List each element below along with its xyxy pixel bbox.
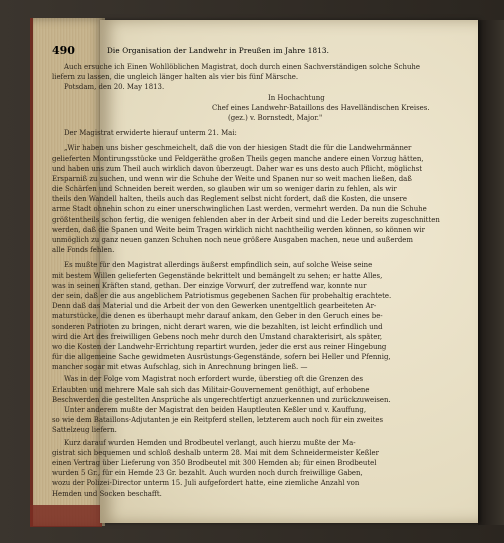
body-line: was in seinen Kräften stand, gethan. Der einzige Vorwurf, der zutreffend war, konnte nur bbox=[52, 281, 367, 290]
signature-greeting: In Hochachtung bbox=[268, 93, 325, 102]
quote-line: werden, daß die Spanen und Weite beim Tragen wirklich nicht nachtheilig werden können, so können wir bbox=[52, 225, 425, 234]
body-line: maturstücke, die denen es überhaupt mehr darauf ankam, den Geber in den Geruch eines be- bbox=[52, 312, 383, 321]
body-line: mancher sogar mit etwas Aufschlag, sich in Anrechnung bringen ließ. — bbox=[52, 363, 308, 372]
quote-line: Ersparniß zu suchen, und wenn wir die Schuhe der Weite und Spanen nur so weit machen ließen, daß bbox=[52, 174, 412, 183]
body-line: Sattelzeug liefern. bbox=[52, 426, 117, 435]
letter-line: Auch ersuche ich Einen Wohllöblichen Magistrat, doch durch einen Sachverständigen solche Schuhe bbox=[64, 63, 420, 71]
quote-block bbox=[52, 143, 468, 255]
quote-line: und haben uns zum Theil auch wirklich davon überzeugt. Daher war es uns desto auch Pflicht, möglichst bbox=[52, 164, 423, 173]
signature-title: Chef eines Landwehr-Bataillons des Havelländischen Kreises. bbox=[212, 103, 430, 112]
body-line: sonderen Patrioten zu bringen, nicht derart waren, wie die bezahlten, ist leicht erfindlich und bbox=[52, 322, 383, 331]
body-line: Hemden und Socken beschafft. bbox=[52, 489, 162, 498]
quote-line: größtentheils schon fertig, die wenigen fehlenden aber in der Arbeit sind und die Leder bereits zugeschnitten bbox=[52, 215, 440, 224]
body-line: Unter anderem mußte der Magistrat den beiden Hauptleuten Keßler und v. Kauffung, bbox=[64, 406, 367, 414]
body-line: wurden 5 Gr., für ein Hemde 23 Gr. bezahlt. Auch wurden noch durch freiwillige Gaben, bbox=[52, 469, 363, 478]
quote-line: arme Stadt ohnehin schon zu einer unerschwinglichen Last werden, vermehrt werden. Da nun die Schuhe bbox=[52, 205, 427, 214]
quote-line: theils den Wandell halten, theils auch das Reglement selbst nicht fordert, daß die Kosten, die unsere bbox=[52, 195, 407, 204]
body-line: wozu der Polizei-Director unterm 15. Juli aufgefordert hatte, eine ziemliche Anzahl von bbox=[52, 479, 360, 488]
body-line: mit bestem Willen gelieferten Gegenstände bekrittelt und bemängelt zu sehen; er hatte Alles, bbox=[52, 271, 383, 280]
body-line: Beschwerden die gestellten Ansprüche als ungerechtfertigt anzuerkennen und zurückzuweisen. bbox=[52, 395, 391, 404]
letter-line: liefern zu lassen, die ungleich länger halten als vier bis fünf Märsche. bbox=[52, 73, 299, 82]
quote-line: alle Fonds fehlen. bbox=[52, 246, 115, 255]
book-cover-edge bbox=[30, 505, 102, 527]
page-header bbox=[52, 44, 468, 58]
page-text bbox=[52, 62, 468, 499]
body-block bbox=[52, 260, 468, 498]
body-line: der sein, daß er die aus angeblichem Patriotismus gegebenen Sachen für probehaltig erachtete. bbox=[52, 291, 392, 300]
reply-intro: Der Magistrat erwiderte hierauf unterm 21. Mai: bbox=[64, 129, 237, 138]
body-line: Denn daß das Material und die Arbeit der von den Gewerken unentgeltlich gearbeiteten Ar- bbox=[52, 302, 377, 311]
body-line: so wie dem Bataillons-Adjutanten je ein Reitpferd stellen, letzterem auch noch für ein zweites bbox=[52, 416, 384, 425]
body-line: Erlaubten und mehrere Male sah sich das Militair-Gouvernement genöthigt, auf erhobene bbox=[52, 385, 370, 394]
body-line: wo die Kosten der Landwehr-Errichtung repartirt wurden, jeder die erst aus reiner Hingebung bbox=[52, 342, 387, 351]
body-line: einen Vertrag über Lieferung von 350 Brodbeutel mit 300 Hemden ab; für einen Brodbeutel bbox=[52, 458, 377, 467]
quote-line: gelieferten Montirungsstücke und Feldgeräthe großen Theils gegen manche andere einen Vorzug hätten, bbox=[52, 154, 424, 163]
body-line: Es mußte für den Magistrat allerdings äußerst empfindlich sein, auf solche Weise seine bbox=[64, 261, 373, 270]
quote-line: unmöglich zu ganz neuen ganzen Schuhen noch neue größere Ausgaben machen, neue und außerdem bbox=[52, 236, 413, 244]
body-line: für die allgemeine Sache gewidmeten Ausrüstungs-Gegenstände, sofern bei Heller und Pfennig, bbox=[52, 353, 391, 362]
page-number: 490 bbox=[52, 44, 75, 57]
letter-date: Potsdam, den 20. May 1813. bbox=[64, 83, 165, 92]
quote-line: „Wir haben uns bisher geschmeichelt, daß die von der hiesigen Stadt die für die Landwehrmänner bbox=[64, 144, 412, 153]
body-line: wird die Art des freiwilligen Gebens noch mehr durch den Umstand charakterisirt, als später, bbox=[52, 332, 383, 341]
right-shadow bbox=[478, 20, 504, 525]
body-line: Kurz darauf wurden Hemden und Brodbeutel verlangt, auch hierzu mußte der Ma- bbox=[64, 438, 356, 447]
running-head: Die Organisation der Landwehr in Preußen im Jahre 1813. bbox=[107, 46, 330, 55]
quote-line: die Schärfen und Schneiden bereit werden, so glauben wir um so weniger darin zu fehlen, als wir bbox=[52, 185, 397, 194]
body-line: gistrat sich bequemen und schloß deshalb unterm 28. Mai mit dem Schneidermeister Keßler bbox=[52, 448, 379, 457]
signature-name: (gez.) v. Bornstedt, Major." bbox=[228, 113, 323, 122]
body-line: Was in der Folge vom Magistrat noch erfordert wurde, überstieg oft die Grenzen des bbox=[64, 375, 364, 384]
